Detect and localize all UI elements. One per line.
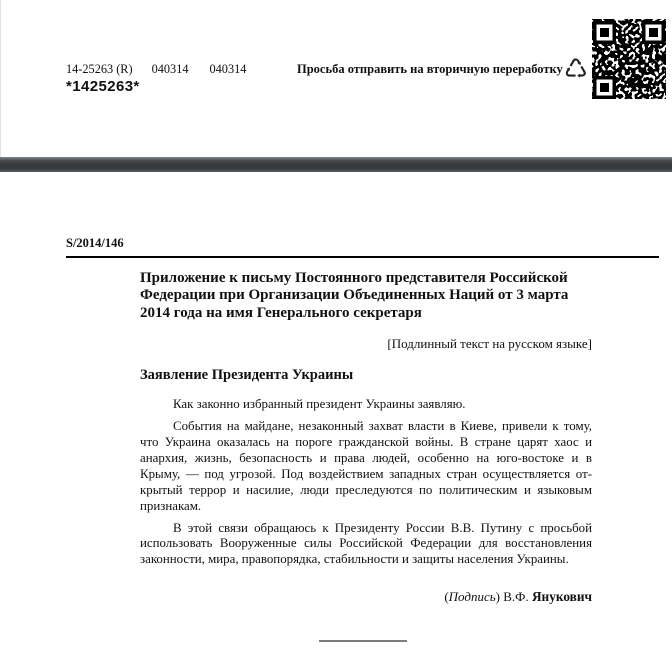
text-line: использовать Вооруженные силы Российской Федерации для восстановления [140,536,592,551]
signature-paren-open: ( [444,589,449,605]
text-line: 2014 года на имя Генерального секретаря [140,304,422,321]
job-number-line [66,62,246,77]
qr-code-icon [592,15,666,101]
signature-label: Подпись [448,589,496,605]
document-symbol: S/2014/146 [66,236,124,250]
footnote-rule [319,640,407,642]
paragraph-1 [140,397,592,413]
text-line: Как законно избранный президент Украины заявляю. [173,397,466,412]
text-line: События на майдане, незаконный захват власти в Киеве, привели к тому, [173,419,592,434]
text-line: что Украина оказалась на пороге гражданской войны. В стране царят хаос и [140,435,592,450]
text-line: В этой связи обращаюсь к Президенту России В.В. Путину с просьбой [173,520,592,535]
text-line: признакам. [140,498,202,513]
signature-paren-close: ) [495,589,504,605]
print-date-2: 040314 [209,62,247,76]
text-line: крытый террор и насилие, люди преследуются по политическим и языковым [140,482,592,497]
content-column [140,270,592,605]
paragraph-3 [140,521,592,569]
signature-surname: Янукович [531,589,592,605]
job-number: 14-25263 (R) [66,62,133,76]
recycle-note: Просьба отправить на вторичную переработку [297,62,563,76]
recycle-icon: ♺ [563,54,588,85]
text-line: законности, мира, правопорядка, стабильности и защиты населения Украины. [140,552,569,567]
text-line: анархия, жизнь, безопасность и права людей, особенно на юго-востоке и в [140,450,592,465]
text-line: Приложение к письму Постоянного представителя Российской [140,270,568,286]
barcode-text: *1425263* [66,78,140,95]
page-separator-bar [0,157,672,172]
document-footer-block [66,62,246,95]
print-date-1: 040314 [151,62,189,76]
paragraph-2 [140,419,592,514]
annex-heading [140,270,592,322]
statement-title: Заявление Президента Украины [140,367,354,384]
recycle-note-block [297,56,588,83]
page-edge-divider [0,0,1,157]
text-line: Федерации при Организации Объединенных Наций от 3 марта [140,287,569,304]
text-line: Крыму, — под угрозой. Под воздействием западных стран осуществляется от- [140,466,592,481]
language-note: [Подлинный текст на русском языке] [387,336,592,352]
header-rule [66,256,659,258]
signature-initials: В.Ф. [503,589,532,605]
signature-line [140,589,592,605]
